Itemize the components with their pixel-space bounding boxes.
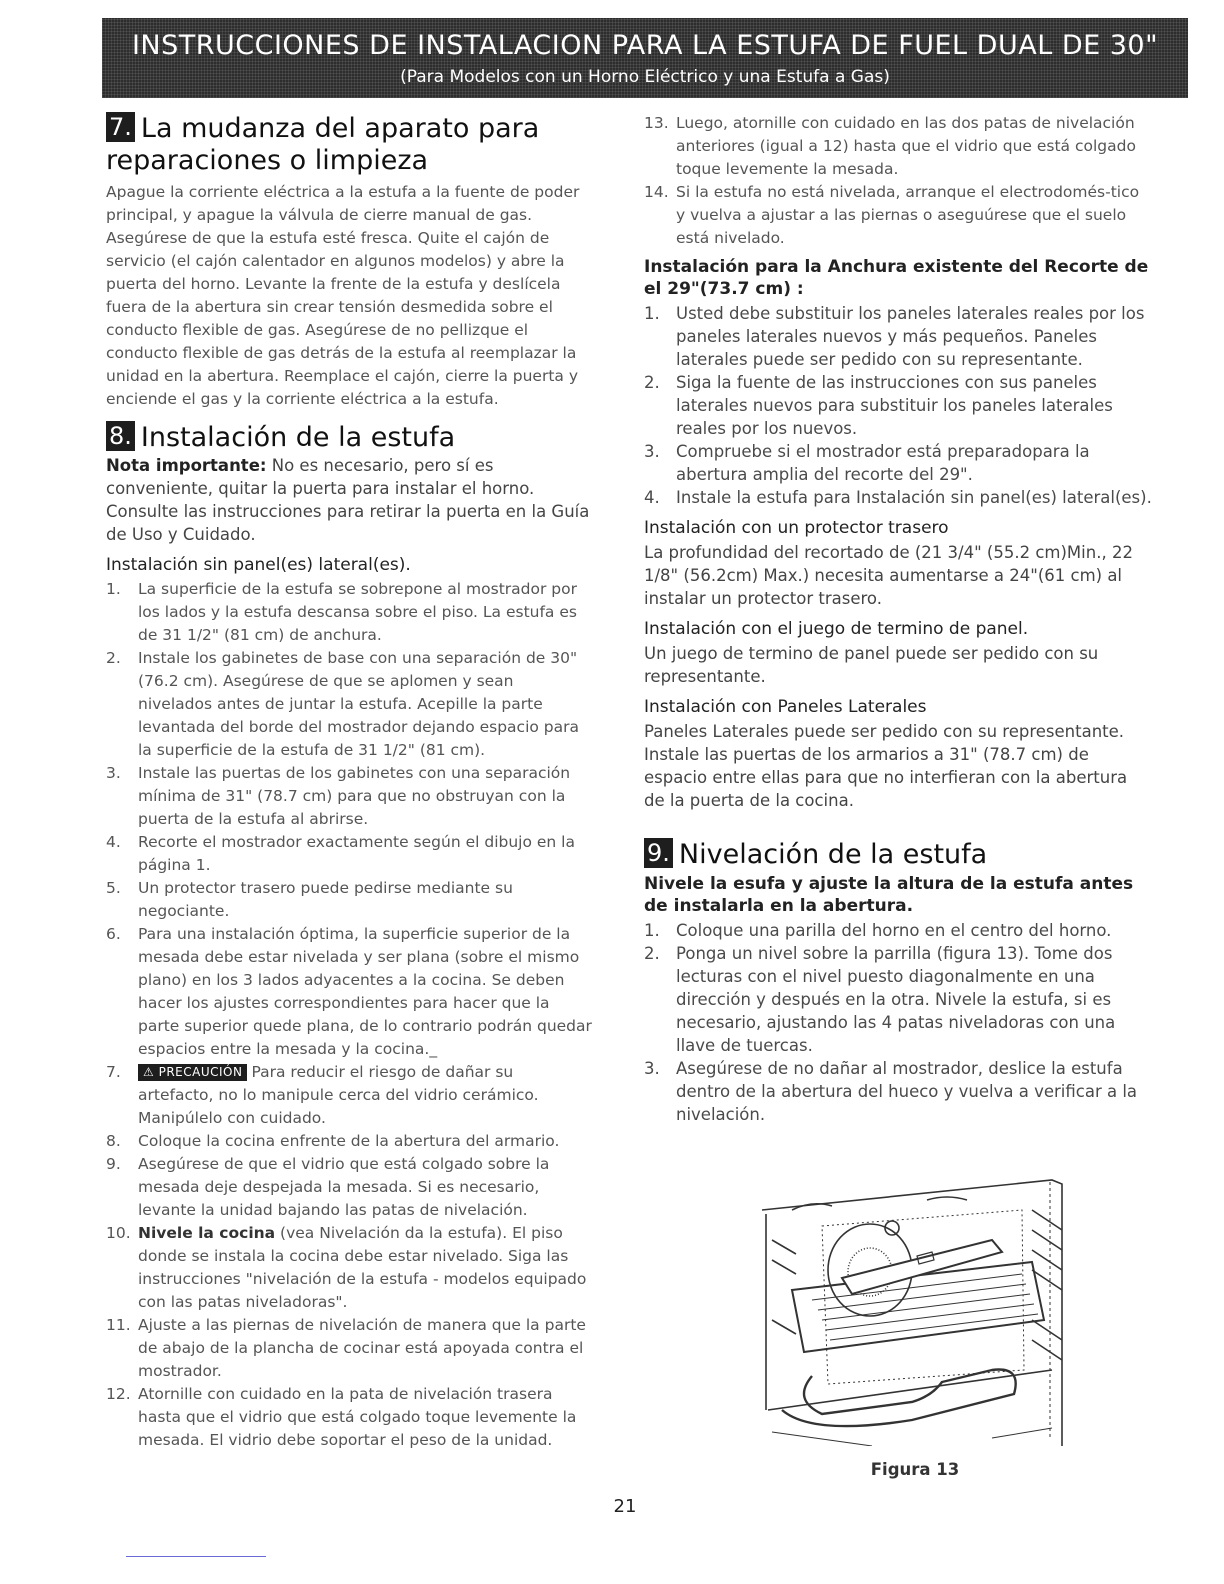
installation-steps-continued xyxy=(644,112,1152,250)
footer-rule xyxy=(126,1556,266,1557)
section-7-number: 7. xyxy=(106,112,135,142)
list-item: 14. Si la estufa no está nivelada, arranque el electrodomés-tico y vuelva a ajustar a las piernas o aseguúrese que el suelo está nivelado. xyxy=(644,183,1140,247)
header-title: INSTRUCCIONES DE INSTALACION PARA LA ESTUFA DE FUEL DUAL DE 30" xyxy=(131,30,1159,61)
section-7-body: Apague la corriente eléctrica a la estufa a la fuente de poder principal, y apague la válvula de cierre manual de gas. Asegúrese de que la estufa esté fresca. Quite el cajón de servicio (el cajón calentador en algunos modelos) y abre la puerta del horno. Levante la frente de la estufa y deslícela fuera de la abertura sin crear tensión desmedida sobre el conducto flexible de gas. Asegúrese de no pellizque el conducto flexible de gas detrás de la estufa al reemplazar la unidad en la abertura. Reemplace el cajón, cierre la puerta y enciende el gas y la corriente eléctrica a la estufa. xyxy=(106,183,580,408)
section-9-subtitle: Nivele la esufa y ajuste la altura de la estufa antes de instalarla en la abertura. xyxy=(644,874,1134,916)
list-item: 3. Compruebe si el mostrador está preparadopara la abertura amplia del recorte del 29". xyxy=(644,442,1090,484)
figure-caption: Figura 13 xyxy=(870,1460,960,1479)
list-item: 2. Instale los gabinetes de base con una separación de 30" (76.2 cm). Asegúrese de que se aplomen y sean nivelados antes de juntar la estufa. Acepille la parte levantada del borde del mostrador dejando espacio para la superficie de la estufa de 31 1/2" (81 cm). xyxy=(106,649,579,759)
subsection-trim-kit-text: Un juego de termino de panel puede ser pedido con su representante. xyxy=(644,644,1099,686)
warning-triangle-icon: ⚠ xyxy=(143,1065,155,1079)
list-item: 11. Ajuste a las piernas de nivelación de manera que la parte de abajo de la plancha de cocinar está apoyada contra el mostrador. xyxy=(106,1316,586,1380)
section-7-heading xyxy=(106,112,592,177)
list-item: 9. Asegúrese de que el vidrio que está colgado sobre la mesada deje despejada la mesada. Si es necesario, levante la unidad bajando las patas de nivelación. xyxy=(106,1155,550,1219)
installation-steps-list xyxy=(106,578,592,1452)
list-item: 4. Recorte el mostrador exactamente según el dibujo en la página 1. xyxy=(106,833,575,874)
list-item: 12. Atornille con cuidado en la pata de nivelación trasera hasta que el vidrio que está colgado toque levemente la mesada. El vidrio debe soportar el peso de la unidad. xyxy=(106,1385,577,1449)
subsection-trim-kit-title: Instalación con el juego de termino de panel. xyxy=(644,619,1029,639)
section-9-heading xyxy=(644,838,1152,871)
list-item: 1. Usted debe substituir los paneles laterales reales por los paneles laterales nuevos y más pequeños. Paneles laterales puede ser pedido con su representante. xyxy=(644,304,1145,369)
important-note xyxy=(106,454,592,546)
list-item: 8. Coloque la cocina enfrente de la abertura del armario. xyxy=(106,1132,560,1150)
header-subtitle: (Para Modelos con un Horno Eléctrico y una Estufa a Gas) xyxy=(400,67,890,87)
left-column xyxy=(106,112,592,1452)
header-banner xyxy=(102,18,1188,98)
list-item-caution: 7. ⚠ PRECAUCIÓN Para reducir el riesgo de dañar su artefacto, no lo manipule cerca del vidrio cerámico. Manipúlelo con cuidado. xyxy=(106,1063,539,1127)
list-item: 4. Instale la estufa para Instalación sin panel(es) lateral(es). xyxy=(644,488,1152,507)
list-item: 1. Coloque una parilla del horno en el centro del horno. xyxy=(644,921,1112,940)
subsection-side-panels-text: Paneles Laterales puede ser pedido con su representante. Instale las puertas de los armarios a 31" (78.7 cm) de espacio entre ellas para que no interfieran con la abertura de la puerta de la cocina. xyxy=(644,722,1128,810)
caution-badge: ⚠ PRECAUCIÓN xyxy=(138,1064,247,1081)
list-item: 2. Siga la fuente de las instrucciones con sus paneles laterales nuevos para substituir los paneles laterales reales por los nuevos. xyxy=(644,373,1113,438)
list-item: 2. Ponga un nivel sobre la parrilla (figura 13). Tome dos lecturas con el nivel puesto diagonalmente en una dirección y después en la otra. Nivele la estufa, si es necesario, ajustando las 4 patas niveladoras con una llave de tuercas. xyxy=(644,944,1116,1055)
subsection-29in-cutout-title: Instalación para la Anchura existente del Recorte de el 29"(73.7 cm) : xyxy=(644,257,1149,299)
subsection-no-side-panels-title: Instalación sin panel(es) lateral(es). xyxy=(106,555,411,575)
right-column xyxy=(644,112,1152,1126)
section-8-heading xyxy=(106,421,592,454)
list-item: 13. Luego, atornille con cuidado en las dos patas de nivelación anteriores (igual a 12) hasta que el vidrio que está colgado toque levemente la mesada. xyxy=(644,114,1136,178)
subsection-backguard-text: La profundidad del recortado de (21 3/4" (55.2 cm)Min., 22 1/8" (56.2cm) Max.) necesita aumentarse a 24"(61 cm) al instalar un protector trasero. xyxy=(644,543,1133,608)
list-item: 3. Instale las puertas de los gabinetes con una separación mínima de 31" (78.7 cm) para que no obstruyan con la puerta de la estufa al abrirse. xyxy=(106,764,571,828)
page-number: 21 xyxy=(613,1496,637,1517)
section-8-title: Instalación de la estufa xyxy=(140,422,456,453)
section-9-title: Nivelación de la estufa xyxy=(678,839,988,870)
leveling-steps-list xyxy=(644,919,1152,1126)
list-item: 6. Para una instalación óptima, la superficie superior de la mesada debe estar nivelada y ser plana (sobre el mismo plano) en los 3 lados adyacentes a la cocina. Se deben hacer los ajustes correspondientes para hacer que la parte superior quede plana, de lo contrario podrán quedar espacios entre la mesada y la cocina._ xyxy=(106,925,592,1058)
section-9-number: 9. xyxy=(644,838,673,868)
list-item: 5. Un protector trasero puede pedirse mediante su negociante. xyxy=(106,879,513,920)
cutout-steps-list xyxy=(644,302,1152,509)
subsection-backguard-title: Instalación con un protector trasero xyxy=(644,518,949,538)
oven-interior-drawing xyxy=(752,1170,1086,1446)
list-item: 10. Nivele la cocina (vea Nivelación da la estufa). El piso donde se instala la cocina debe estar nivelado. Siga las instrucciones "nivelación de la estufa - modelos equipado con las patas niveladoras". xyxy=(106,1224,587,1311)
subsection-side-panels-title: Instalación con Paneles Laterales xyxy=(644,697,927,717)
section-7-title: La mudanza del aparato para reparaciones o limpieza xyxy=(106,113,540,176)
list-item: 3. Asegúrese de no dañar al mostrador, deslice la estufa dentro de la abertura del hueco y vuelva a verificar a la nivelación. xyxy=(644,1059,1138,1124)
important-note-text: No es necesario, pero sí es conveniente, quitar la puerta para instalar el horno. Consulte las instrucciones para retirar la puerta en la Guía de Uso y Cuidado. xyxy=(106,456,590,544)
oven-rack-level-illustration xyxy=(752,1170,1086,1446)
important-note-label: Nota importante: xyxy=(106,456,267,475)
list-item: 1. La superficie de la estufa se sobrepone al mostrador por los lados y la estufa descansa sobre el piso. La estufa es de 31 1/2" (81 cm) de anchura. xyxy=(106,580,577,644)
section-8-number: 8. xyxy=(106,421,135,451)
